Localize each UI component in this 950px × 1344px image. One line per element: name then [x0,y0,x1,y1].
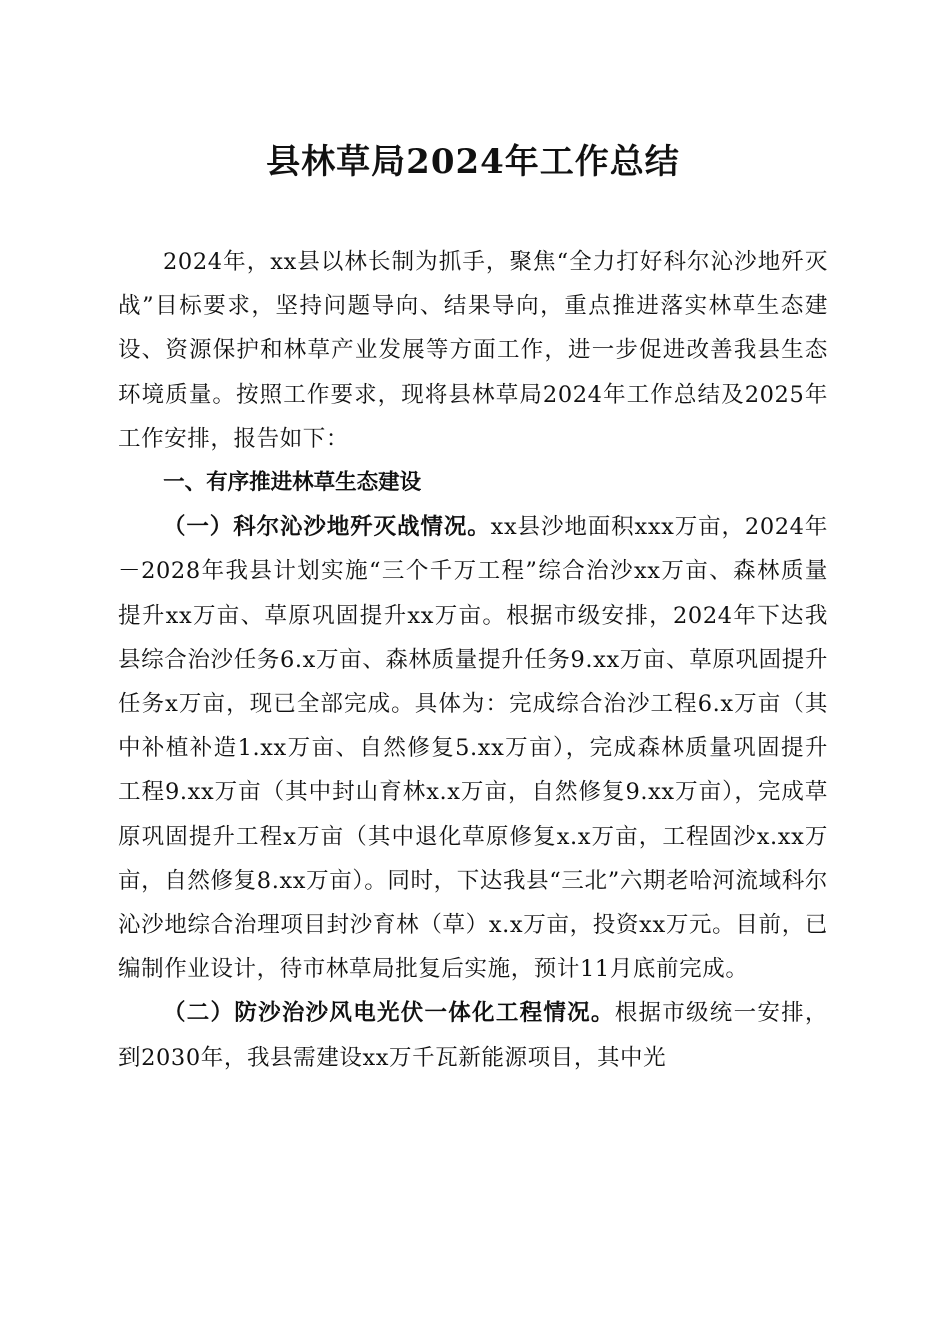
item-lead-2: （二）防沙治沙风电光伏一体化工程情况。 [163,1000,615,1027]
section-heading-1: 一、有序推进林草生态建设 [163,470,422,496]
intro-paragraph: 2024年，xx县以林长制为抓手，聚焦“全力打好科尔沁沙地歼灭战”目标要求，坚持问题导向、结果导向，重点推进落实林草生态建设、资源保护和林草产业发展等方面工作，进一步促进改善我县生态环境质量。按照工作要求，现将县林草局2024年工作总结及2025年工作安排，报告如下： [118,249,828,452]
item-body-2: 根据市级统一安排，到2030年，我县需建设xx万千瓦新能源项目，其中光 [118,1000,828,1071]
document-page [118,132,828,1080]
item-paragraph-2 [118,991,828,1079]
item-paragraph-1 [118,505,828,991]
document-title: 县林草局2024年工作总结 [266,142,680,182]
item-body-1: xx县沙地面积xxx万亩，2024年－2028年我县计划实施“三个千万工程”综合治沙xx万亩、森林质量提升xx万亩、草原巩固提升xx万亩。根据市级安排，2024年下达我县综合治沙任务6.x万亩、森林质量提升任务9.xx万亩、草原巩固提升任务x万亩，现已全部完成。具体为：完成综合治沙工程6.x万亩（其中补植补造1.xx万亩、自然修复5.xx万亩），完成森林质量巩固提升工程9.xx万亩（其中封山育林x.x万亩，自然修复9.xx万亩），完成草原巩固提升工程x万亩（其中退化草原修复x.x万亩，工程固沙x.xx万亩，自然修复8.xx万亩）。同时，下达我县“三北”六期老哈河流域科尔沁沙地综合治理项目封沙育林（草）x.x万亩，投资xx万元。目前，已编制作业设计，待市林草局批复后实施，预计11月底前完成。 [118,514,828,983]
item-lead-1: （一）科尔沁沙地歼灭战情况。 [163,514,491,541]
